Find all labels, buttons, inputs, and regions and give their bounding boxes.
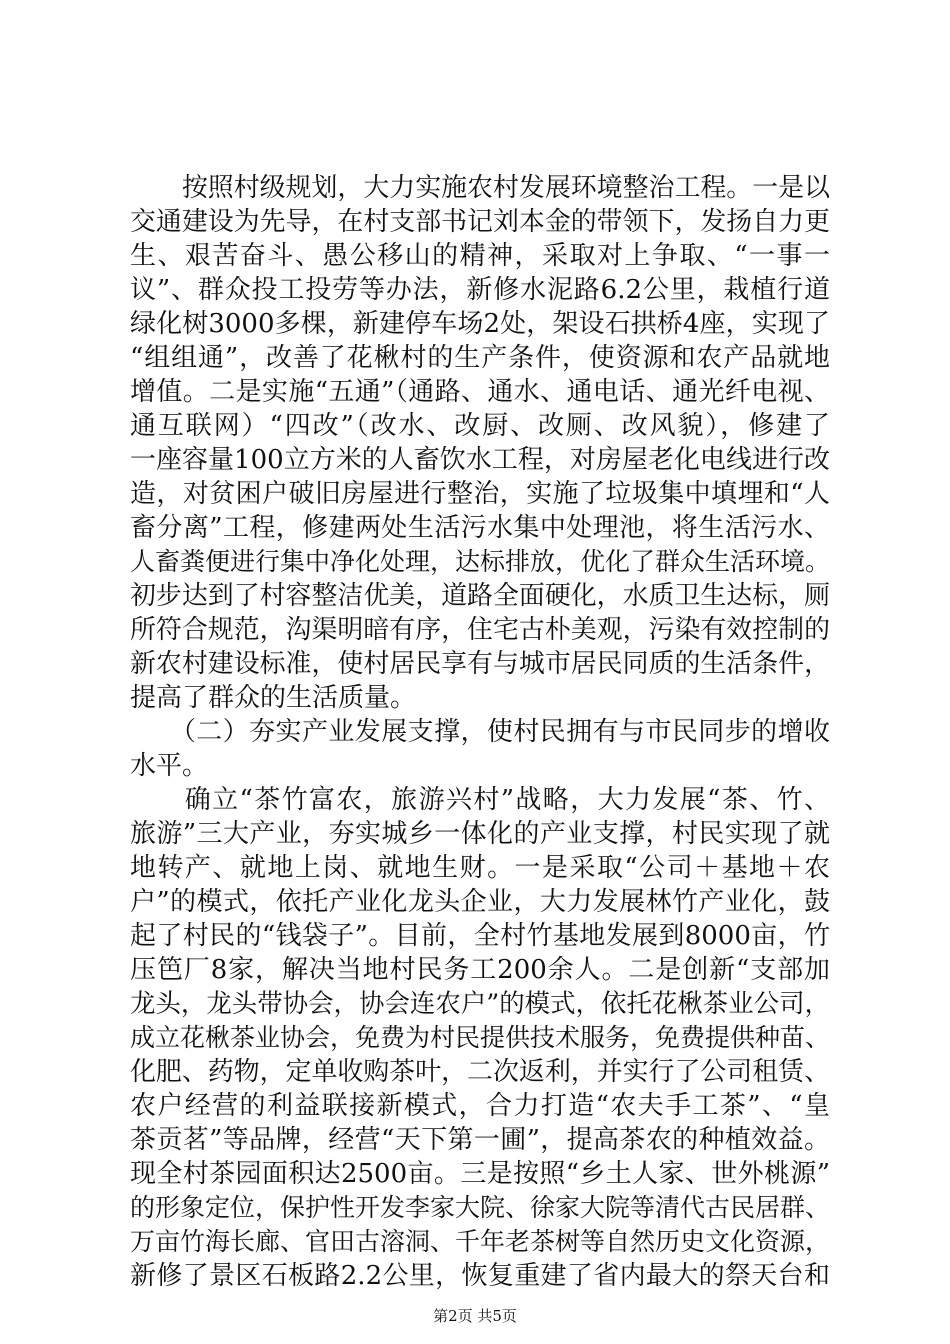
page-footer: 第2页 共5页 (433, 1307, 517, 1325)
body-text-line: 龙头，龙头带协会，协会连农户”的模式，依托花楸茶业公司， (130, 989, 830, 1019)
body-text-line: 旅游”三大产业，夯实城乡一体化的产业支撑，村民实现了就 (130, 819, 830, 849)
body-text-line: 压笆厂8家，解决当地村民务工200余人。二是创新“支部加 (130, 955, 830, 985)
body-text-line: 确立“茶竹富农，旅游兴村”战略，大力发展“茶、竹、 (130, 785, 830, 815)
body-text-line: “组组通”，改善了花楸村的生产条件，使资源和农产品就地 (130, 343, 830, 373)
body-text-line: 一座容量100立方米的人畜饮水工程，对房屋老化电线进行改 (130, 445, 830, 475)
body-text-line: 议”、群众投工投劳等办法，新修水泥路6.2公里，栽植行道 (130, 275, 830, 305)
body-text-line: 化肥、药物，定单收购茶叶，二次返利，并实行了公司租赁、 (130, 1057, 830, 1087)
body-text-line: 新修了景区石板路2.2公里，恢复重建了省内最大的祭天台和 (130, 1261, 830, 1291)
body-text-line: 生、艰苦奋斗、愚公移山的精神，采取对上争取、“一事一 (130, 241, 830, 271)
body-text-line: 通互联网）“四改”（改水、改厨、改厕、改风貌），修建了 (130, 411, 830, 441)
body-text-line: 交通建设为先导，在村支部书记刘本金的带领下，发扬自力更 (130, 207, 830, 237)
body-text-line: 人畜粪便进行集中净化处理，达标排放，优化了群众生活环境。 (130, 547, 831, 576)
section-heading-line: （二）夯实产业发展支撑，使村民拥有与市民同步的增收 (130, 717, 830, 747)
body-text-line: 提高了群众的生活质量。 (130, 683, 417, 713)
body-text-line: 绿化树3000多棵，新建停车场2处，架设石拱桥4座，实现了 (130, 309, 830, 339)
body-text-line: 初步达到了村容整洁优美，道路全面硬化，水质卫生达标，厕 (130, 581, 830, 611)
body-text-line: 万亩竹海长廊、官田古溶洞、千年老茶树等自然历史文化资源， (130, 1227, 831, 1256)
body-text-line: 所符合规范，沟渠明暗有序，住宅古朴美观，污染有效控制的 (130, 615, 830, 645)
body-text-line: 成立花楸茶业协会，免费为村民提供技术服务，免费提供种苗、 (130, 1023, 831, 1052)
body-text-line: 起了村民的“钱袋子”。目前，全村竹基地发展到8000亩，竹 (130, 921, 830, 951)
body-text-line: 户”的模式，依托产业化龙头企业，大力发展林竹产业化，鼓 (130, 887, 830, 917)
body-text-line: 农户经营的利益联接新模式，合力打造“农夫手工茶”、“皇 (130, 1091, 830, 1121)
body-text-line: 增值。二是实施“五通”（通路、通水、通电话、通光纤电视、 (130, 377, 830, 407)
body-text-line: 畜分离”工程，修建两处生活污水集中处理池，将生活污水、 (130, 513, 830, 543)
section-heading-line: 水平。 (130, 751, 209, 781)
body-text-line: 茶贡茗”等品牌，经营“天下第一圃”，提高茶农的种植效益。 (130, 1125, 830, 1155)
body-text-line: 新农村建设标准，使村居民享有与城市居民同质的生活条件， (130, 649, 830, 679)
body-text-line: 现全村茶园面积达2500亩。三是按照“乡土人家、世外桃源” (130, 1159, 830, 1189)
body-text-line: 造，对贫困户破旧房屋进行整治，实施了垃圾集中填埋和“人 (130, 479, 830, 509)
body-text-line: 按照村级规划，大力实施农村发展环境整治工程。一是以 (130, 173, 830, 203)
body-text-line: 的形象定位，保护性开发李家大院、徐家大院等清代古民居群、 (130, 1193, 831, 1222)
body-text-line: 地转产、就地上岗、就地生财。一是采取“公司＋基地＋农 (130, 853, 830, 883)
